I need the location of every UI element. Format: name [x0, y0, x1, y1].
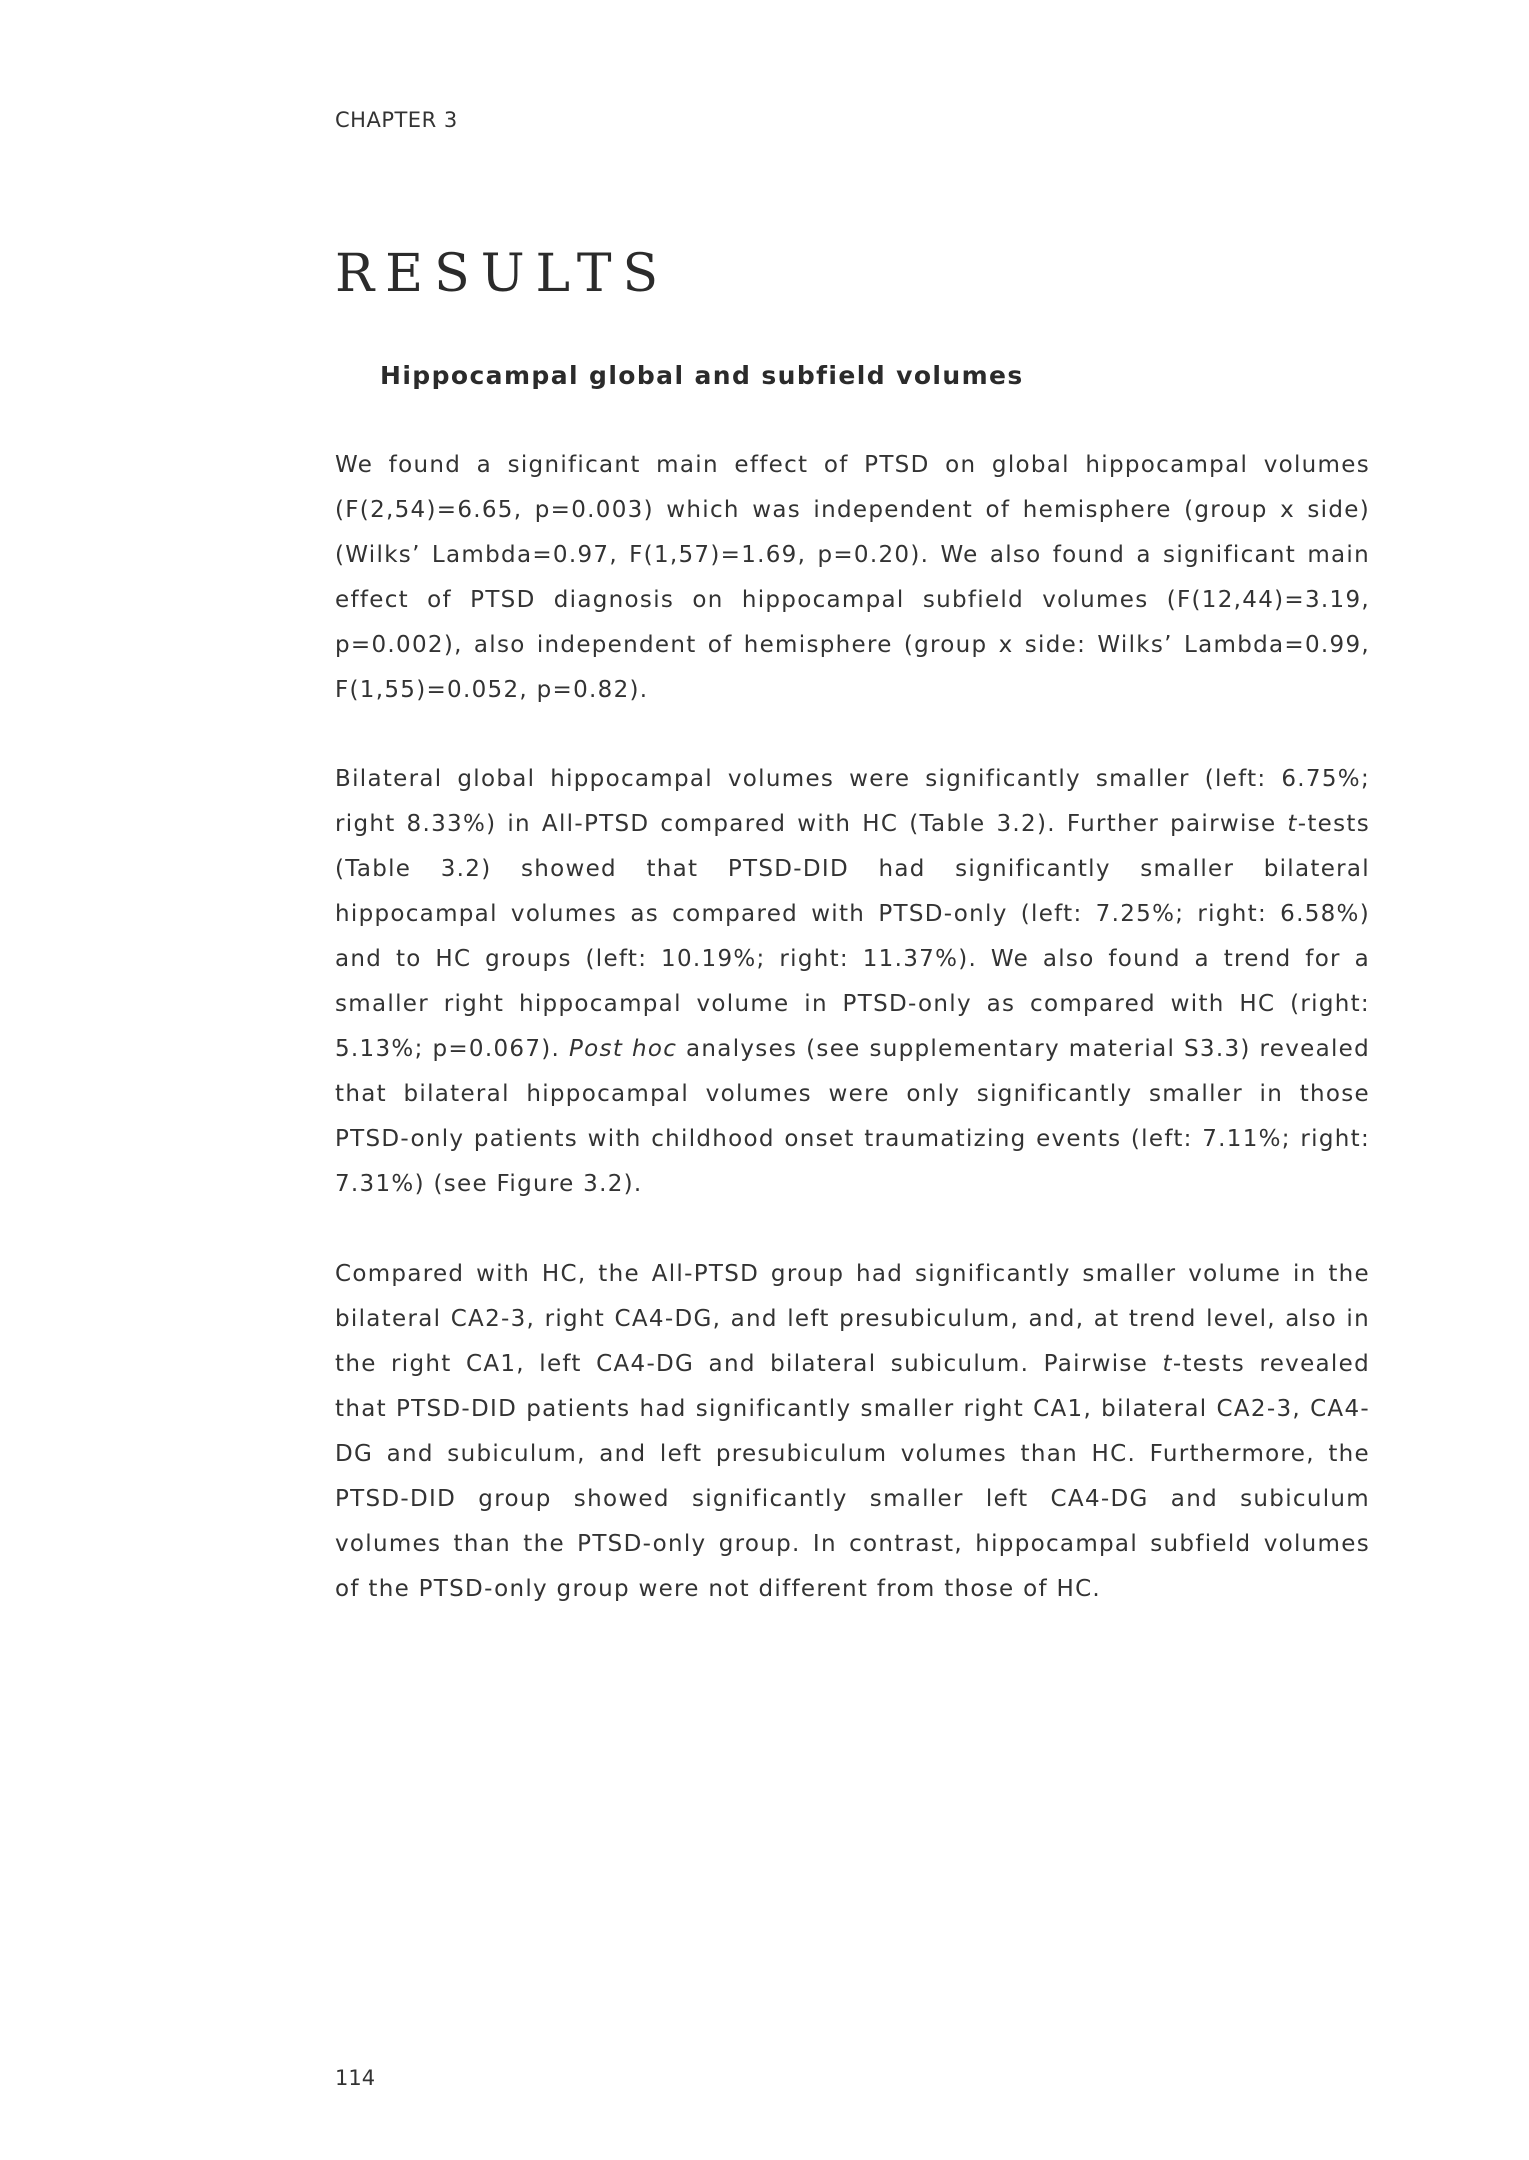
paragraph-2-part-c: analyses (see supplementary material S3.3) revealed that bilateral hippocampal volumes were only significantly smaller in those PTSD-only patients with childhood onset traumatizing events (left: 7.11%; right: 7.31%) (see Figure 3.2). [335, 1036, 1371, 1197]
paragraph-3 [335, 1252, 1370, 1612]
paragraph-2-part-b: -tests (Table 3.2) showed that PTSD-DID had significantly smaller bilateral hippocampal volumes as compared with PTSD-only (left: 7.25%; right: 6.58%) and to HC groups (left: 10.19%; right: 11.37%). We also found a trend for a smaller right hippocampal volume in PTSD-only as compared with HC (right: 5.13%; p=0.067). [335, 811, 1370, 1062]
paragraph-2-t-italic: t [1287, 811, 1298, 837]
paragraph-3-part-b: -tests revealed that PTSD-DID patients had significantly smaller right CA1, bilateral CA2-3, CA4-DG and subiculum, and left presubiculum volumes than HC. Furthermore, the PTSD-DID group showed significantly smaller left CA4-DG and subiculum volumes than the PTSD-only group. In contrast, hippocampal subfield volumes of the PTSD-only group were not different from those of HC. [335, 1351, 1370, 1602]
paragraph-2-part-a: Bilateral global hippocampal volumes were significantly smaller (left: 6.75%; right 8.33%) in All-PTSD compared with HC (Table 3.2). Further pairwise [335, 766, 1370, 837]
page-number: 114 [335, 2066, 376, 2090]
paragraph-1: We found a significant main effect of PTSD on global hippocampal volumes (F(2,54)=6.65, p=0.003) which was independent of hemisphere (group x side) (Wilks’ Lambda=0.97, F(1,57)=1.69, p=0.20). We also found a significant main effect of PTSD diagnosis on hippocampal subfield volumes (F(12,44)=3.19, p=0.002), also independent of hemisphere (group x side: Wilks’ Lambda=0.99, F(1,55)=0.052, p=0.82). [335, 452, 1370, 703]
paragraph-2-posthoc-italic: Post hoc [569, 1036, 678, 1062]
paragraph-3-part-a: Compared with HC, the All-PTSD group had significantly smaller volume in the bilateral CA2-3, right CA4-DG, and left presubiculum, and, at trend level, also in the right CA1, left CA4-DG and bilateral subiculum. Pairwise [335, 1261, 1370, 1377]
section-title: RESULTS [335, 244, 670, 304]
subsection-heading: Hippocampal global and subfield volumes [380, 361, 1024, 390]
running-header-chapter: CHAPTER 3 [335, 108, 458, 132]
paragraph-2 [335, 757, 1370, 1207]
paragraph-3-t-italic: t [1162, 1351, 1173, 1377]
